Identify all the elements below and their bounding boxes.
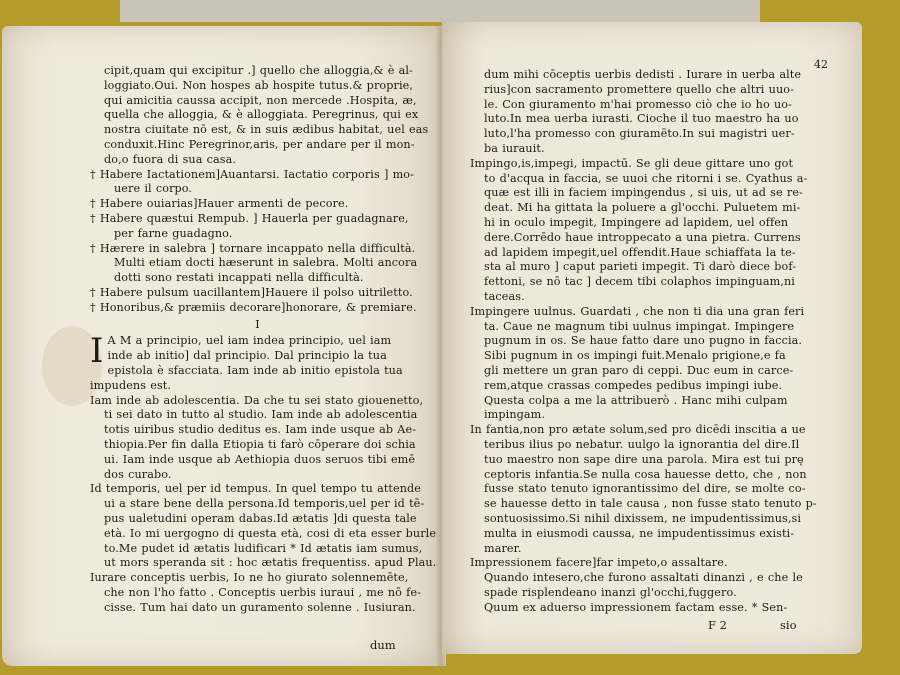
text-line: † Habere Iactationem]Auantarsi. Iactatio corporis ] mo- — [90, 167, 415, 181]
text-line: thiopia.Per fin dalla Etiopia ti farò cōperare doi schia — [104, 437, 416, 451]
text-line: hi in oculo impegit, Impingere ad lapidem, uel offen — [484, 215, 789, 229]
text-line: sontuosissimo.Si nihil dixissem, ne impudentissimus,si — [484, 511, 802, 525]
text-line: dos curabo. — [104, 467, 172, 481]
text-line: fettoni, se nō tac ] decem tibi colaphos impinguam,ni — [484, 275, 795, 289]
signature-mark: F 2 — [708, 618, 727, 632]
text-line: ad lapidem impegit,uel offendit.Haue schiaffata la te- — [484, 245, 796, 259]
text-line: impudens est. — [90, 378, 172, 392]
text-line: A M a principio, uel iam indea principio, uel iam — [107, 334, 392, 348]
text-line: dum mihi cōceptis uerbis dedisti . Iurare in uerba alte — [484, 68, 802, 81]
text-line: nostra ciuitate nō est, & in suis ædibus habitat, uel eas — [104, 123, 429, 137]
text-line: gli mettere un gran paro di ceppi. Duc eum in carce- — [484, 363, 794, 377]
text-line: Iurare conceptis uerbis, Io ne ho giurato solennemēte, — [90, 571, 409, 585]
text-line: che non l'ho fatto . Conceptis uerbis iuraui , me nō fe- — [104, 585, 422, 599]
text-line: Impingo,is,impegi, impactū. Se gli deue gittare uno got — [470, 156, 794, 170]
text-line: pus ualetudini operam dabas.Id ætatis ]di questa tale — [104, 511, 417, 525]
text-line: rem,atque crassas compedes pedibus impingi iube. — [484, 378, 783, 392]
text-line: ut mors speranda sit : hoc ætatis frequentiss. apud Plau. — [104, 556, 437, 570]
text-line: quæ est illi in faciem impingendus , si uis, ut ad se re- — [484, 186, 803, 200]
text-line: Impressionem facere]far impeto,o assaltare. — [470, 556, 728, 570]
text-line: loggiato.Oui. Non hospes ab hospite tutus.& proprie, — [104, 78, 413, 92]
text-line: ti sei dato in tutto al studio. Iam inde ab adolescentia — [104, 408, 418, 422]
text-line: epistola è sfacciata. Iam inde ab initio epistola tua — [107, 363, 403, 377]
text-line: multa in eiusmodi caussa, ne impudentissimus existi- — [484, 526, 795, 540]
text-line: † Honoribus,& præmiis decorare]honorare, & premiare. — [90, 300, 417, 314]
text-line: rius]con sacramento promettere quello che altri uuo- — [484, 82, 794, 96]
text-line: ui a stare bene della persona.Id temporis,uel per id tē- — [104, 497, 425, 511]
text-line: Id temporis, uel per id tempus. In quel tempo tu attende — [90, 482, 422, 496]
section-letter: I — [255, 317, 260, 331]
text-line: Sibi pugnum in os impingi fuit.Menalo prigione,e fa — [484, 349, 786, 363]
text-line: luto,l'ha promesso con giuramēto.In sui magistri uer- — [484, 127, 795, 141]
text-line: dere.Corrēdo haue introppecato a una pietra. Currens — [484, 230, 801, 244]
text-line: ta. Caue ne magnum tibi uulnus impingat. Impingere — [484, 319, 795, 333]
text-line: conduxit.Hinc Peregrinor,aris, per andare per il mon- — [104, 137, 415, 151]
page-number: 42 — [814, 58, 828, 71]
text-line: le. Con giuramento m'hai promesso ciò che io ho uo- — [484, 97, 792, 111]
text-line: † Habere quæstui Rempub. ] Hauerla per guadagnare, — [90, 211, 409, 225]
text-line: ui. Iam inde usque ab Aethiopia duos seruos tibi emē — [104, 452, 416, 466]
text-line: impingam. — [484, 408, 546, 422]
text-line: luto.In mea uerba iurasti. Cioche il tuo maestro ha uo — [484, 112, 799, 126]
text-line: taceas. — [484, 289, 525, 303]
text-line: cisse. Tum hai dato un guramento solenne . Iusiuran. — [104, 600, 416, 614]
text-line: Impingere uulnus. Guardati , che non ti dia una gran feri — [470, 304, 805, 318]
text-line: se hauesse detto in tale causa , non fusse stato tenuto p- — [484, 497, 817, 511]
text-line: deat. Mi ha gittata la poluere a gl'occhi. Puluetem mi- — [484, 201, 801, 215]
text-line: cipit,quam qui excipitur .] quello che alloggia,& è al- — [104, 64, 413, 77]
text-line: Iam inde ab adolescentia. Da che tu sei stato giouenetto, — [90, 393, 424, 407]
text-line: marer. — [484, 541, 522, 555]
text-line: † Habere pulsum uacillantem]Hauere il polso uitriletto. — [90, 285, 413, 299]
right-catchword: sio — [780, 618, 797, 632]
text-line: teribus ilius po nebatur. uulgo la ignorantia del dire.Il — [484, 437, 800, 451]
text-line: tuo maestro non sape dire una parola. Mira est tui prę — [484, 452, 804, 466]
text-line: Multi etiam docti hæserunt in salebra. Molti ancora — [114, 256, 418, 270]
text-line: † Habere ouiarias]Hauer armenti de pecore. — [90, 197, 349, 211]
text-line: spade risplendeano inanzi gl'occhi,fuggero. — [484, 585, 737, 599]
text-line: quella che alloggia, & è alloggiata. Peregrinus, qui ex — [104, 108, 419, 122]
text-line: † Hærere in salebra ] tornare incappato nella difficultà. — [90, 241, 416, 255]
drop-cap: I — [90, 331, 104, 372]
text-line: In fantia,non pro ætate solum,sed pro dicēdi inscitia a ue — [470, 423, 806, 437]
text-line: Quando intesero,che furono assaltati dinanzi , e che le — [484, 571, 803, 585]
text-line: uere il corpo. — [114, 182, 193, 196]
left-page-text — [90, 64, 437, 615]
right-page-text — [470, 68, 842, 615]
text-line: età. Io mi uergogno di questa età, cosi di eta esser burle — [104, 526, 437, 540]
left-catchword: dum — [370, 638, 396, 652]
text-line: inde ab initio] dal principio. Dal principio la tua — [107, 349, 387, 363]
text-line: ba iurauit. — [484, 141, 545, 155]
text-line: ceptoris infantia.Se nulla cosa hauesse detto, che , non — [484, 467, 807, 481]
text-line: qui amicitia caussa accipit, non mercede .Hospita, æ, — [104, 93, 417, 107]
right-page — [442, 22, 862, 654]
text-line: sta al muro ] caput parieti impegit. Ti darò diece bof- — [484, 260, 797, 274]
text-line: fusse stato tenuto ignorantissimo del dire, se molte co- — [484, 482, 806, 496]
left-page — [2, 26, 440, 666]
text-line: to d'acqua in faccia, se uuoi che ritorni i se. Cyathus a- — [484, 171, 808, 185]
text-line: dotti sono restati incappati nella difficultà. — [114, 271, 364, 285]
open-book — [2, 18, 882, 668]
section-i-block — [90, 331, 437, 615]
text-line: to.Me pudet id ætatis ludificari * Id ætatis iam sumus, — [104, 541, 423, 555]
text-line: Questa colpa a me la attribuerò . Hanc mihi culpam — [484, 393, 788, 407]
text-line: totis uiribus studio deditus es. Iam inde usque ab Ae- — [104, 423, 417, 437]
text-line: Quum ex aduerso impressionem factam esse. * Sen- — [484, 600, 788, 614]
text-line: pugnum in os. Se haue fatto dare uno pugno in faccia. — [484, 334, 803, 348]
text-line: do,o fuora di sua casa. — [104, 152, 237, 166]
text-line: per farne guadagno. — [114, 226, 233, 240]
